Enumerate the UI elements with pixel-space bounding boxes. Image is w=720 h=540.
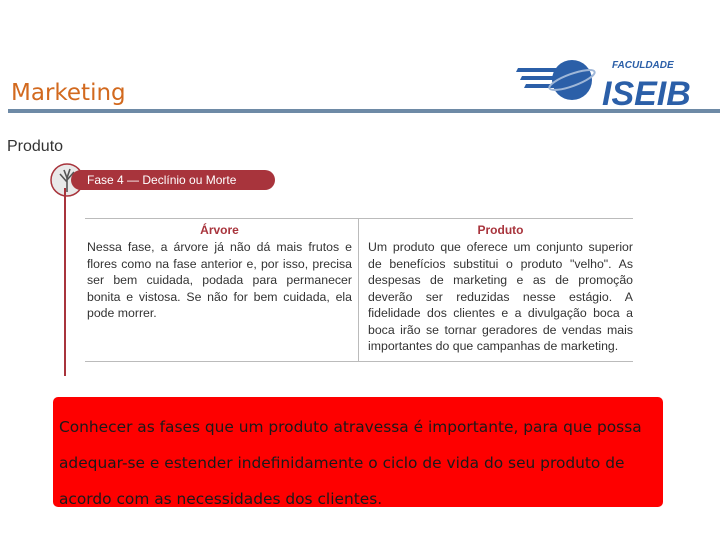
section-subtitle: Produto [7,138,64,155]
comparison-table [85,218,633,362]
book-excerpt [45,160,645,380]
column-text: Um produto que oferece um conjunto superior de benefícios substitui o produto "velho". As despesas de marketing e as de promoção deverão ser reduzidas nesse estágio. A fidelidade dos clientes e a divulgação boca a boca irão se tornar geradores de vendas mais importantes do que campanhas de marketing. [368,240,633,353]
iseib-logo [516,52,718,110]
column-heading: Árvore [200,223,239,237]
logo-top-text: FACULDADE [612,60,674,71]
phase-label: Fase 4 — Declínio ou Morte [71,170,275,190]
column-product [360,219,633,361]
highlight-callout [53,397,663,507]
column-tree [85,219,359,361]
callout-text: Conhecer as fases que um produto atravessa é importante, para que possa adequar-se e estender indefinidamente o ciclo de vida do seu produto de acordo com as necessidades dos clientes. [59,418,642,508]
timeline-line [64,188,66,376]
column-heading: Produto [477,223,524,237]
column-text: Nessa fase, a árvore já não dá mais frutos e flores como na fase anterior e, por isso, precisa ser bem cuidada, podada para permanecer bonita e vistosa. Se não for bem cuidada, ela pode morrer. [87,240,352,320]
slide-title: Marketing [11,80,126,106]
logo-main-text: ISEIB [602,75,691,110]
